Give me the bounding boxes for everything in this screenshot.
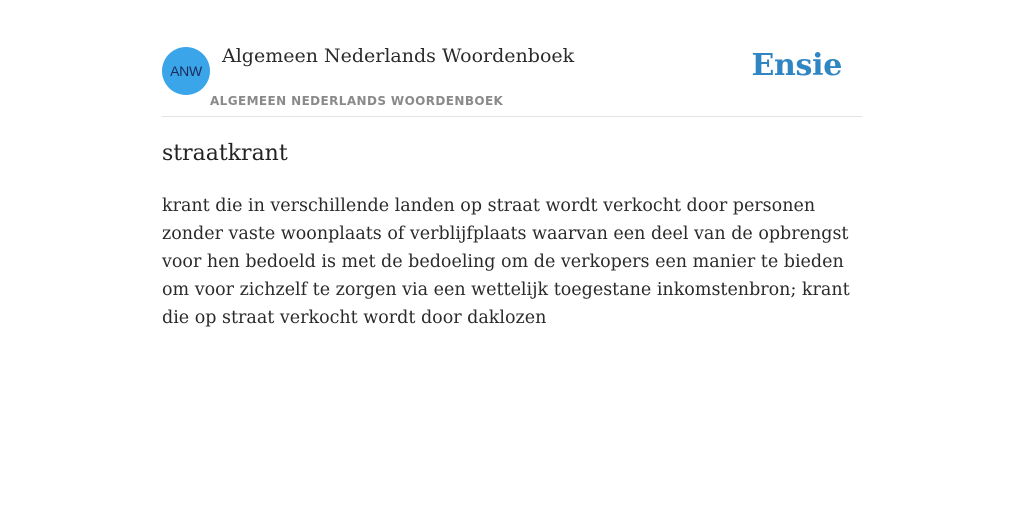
anw-logo[interactable] <box>162 47 210 95</box>
source-header <box>162 0 862 117</box>
logo-text: ANW <box>170 63 202 79</box>
entry-definition: krant die in verschillende landen op straat wordt verkocht door personen zonder vaste woonplaats of verblijfplaats waarvan een deel van de opbrengst voor hen bedoeld is met de bedoeling om de verkopers een manier te bieden om voor zichzelf te zorgen via een wettelijk toegestane inkomstenbron; krant die op straat verkocht wordt door daklozen <box>162 196 850 328</box>
source-title[interactable]: Algemeen Nederlands Woordenboek <box>222 45 575 67</box>
source-subtitle: ALGEMEEN NEDERLANDS WOORDENBOEK <box>210 94 504 108</box>
entry-word: straatkrant <box>162 141 288 166</box>
ensie-logo-link[interactable]: Ensie <box>751 48 842 83</box>
